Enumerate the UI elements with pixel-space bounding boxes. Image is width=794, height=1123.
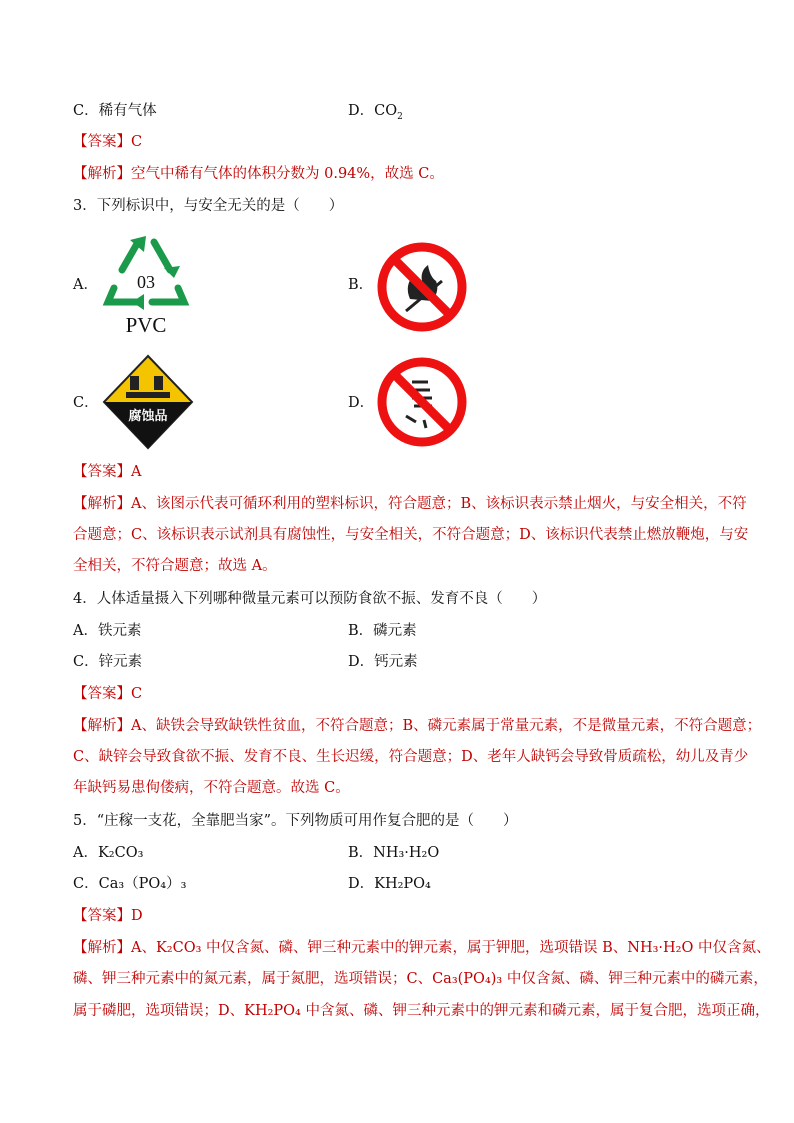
option-a: A．铁元素 — [73, 623, 142, 639]
answer-line: 【答案】C — [73, 686, 143, 702]
option-b: B．磷元素 — [348, 623, 417, 639]
option-d: D．$CO_2$ — [348, 103, 403, 122]
option-d: D．钙元素 — [348, 654, 418, 670]
analysis-line: 磷、钾三种元素中的氮元素，属于氮肥，选项错误；C、Ca₃(PO₄)₃ 中仅含氮、磷、钾三种元素中的磷元素， — [73, 971, 768, 987]
corrosive-text: 腐蚀品 — [128, 409, 168, 424]
option-b-label: B． — [348, 277, 374, 293]
analysis-line: 【解析】A、该图示代表可循环利用的塑料标识，符合题意；B、该标识表示禁止烟火，与安全相关，不符 — [73, 496, 747, 512]
option-a: A．K₂CO₃ — [73, 845, 144, 861]
analysis-line: 【解析】A、K₂CO₃ 中仅含氮、磷、钾三种元素中的钾元素，属于钾肥，选项错误 B、NH₃·H₂O 中仅含氮、 — [73, 940, 771, 956]
no-firecrackers-icon — [376, 356, 468, 448]
option-b: B．NH₃·H₂O — [348, 845, 440, 861]
answer-line: 【答案】D — [73, 908, 143, 924]
question-5-stem: 5．“庄稼一支花，全靠肥当家”。下列物质可用作复合肥的是（ ） — [73, 813, 518, 829]
analysis-line: 属于磷肥，选项错误；D、KH₂PO₄ 中含氮、磷、钾三种元素中的钾元素和磷元素，属于复合肥，选项正确， — [73, 1003, 770, 1019]
option-c: C．稀有气体 — [73, 103, 157, 119]
option-c: C．Ca₃（PO₄）₃ — [73, 876, 187, 892]
recycle-text: PVC — [125, 313, 167, 337]
option-d: D．KH₂PO₄ — [348, 876, 431, 892]
option-d-label: D． — [348, 395, 375, 411]
option-c-label: C． — [73, 395, 99, 411]
answer-line: 【答案】A — [73, 464, 142, 480]
recycle-number: 03 — [137, 272, 155, 292]
analysis-line: 全相关，不符合题意；故选 A。 — [73, 558, 277, 574]
recycle-icon — [100, 230, 192, 338]
option-c: C．锌元素 — [73, 654, 143, 670]
analysis-line: 年缺钙易患佝偻病，不符合题意。故选 C。 — [73, 780, 350, 796]
answer-line: 【答案】C — [73, 134, 143, 150]
analysis-line: C、缺锌会导致食欲不振、发育不良、生长迟缓，符合题意；D、老年人缺钙会导致骨质疏松，幼儿及青少 — [73, 749, 749, 765]
option-a-label: A． — [73, 277, 98, 293]
question-3-stem: 3．下列标识中，与安全无关的是（ ） — [73, 198, 344, 214]
analysis-line: 【解析】空气中稀有气体的体积分数为 0.94%，故选 C。 — [73, 166, 444, 182]
corrosive-icon — [102, 354, 194, 450]
analysis-line: 合题意；C、该标识表示试剂具有腐蚀性，与安全相关，不符合题意；D、该标识代表禁止燃放鞭炮，与安 — [73, 527, 749, 543]
question-4-stem: 4．人体适量摄入下列哪种微量元素可以预防食欲不振、发育不良（ ） — [73, 591, 547, 607]
no-fire-icon — [376, 241, 468, 333]
analysis-line: 【解析】A、缺铁会导致缺铁性贫血，不符合题意；B、磷元素属于常量元素，不是微量元素，不符合题意； — [73, 718, 762, 734]
